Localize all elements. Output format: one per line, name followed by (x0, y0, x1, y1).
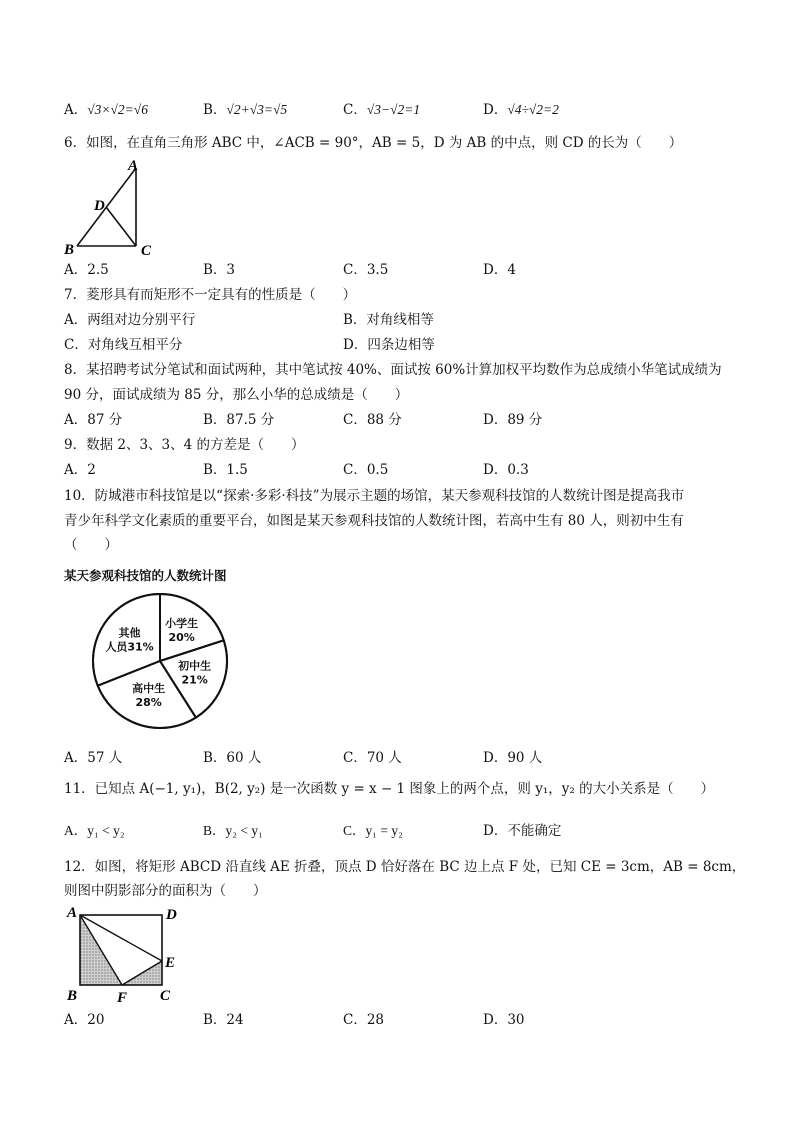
q11-option-b: B．y₂ < y₁ (203, 823, 263, 838)
fig-label-c: C (141, 243, 152, 259)
q7-option-c: C．对角线互相平分 (64, 337, 183, 353)
fig-label-a: A (128, 158, 139, 174)
q8-option-c: C．88 分 (343, 412, 402, 428)
pie-label-1-name: 初中生 (178, 659, 212, 673)
q6-option-b: B．3 (203, 262, 236, 278)
q11-option-d: D．不能确定 (483, 823, 562, 839)
q6-triangle-figure (62, 158, 162, 260)
fig-label-a: A (67, 905, 78, 921)
q6-option-d: D．4 (483, 262, 516, 278)
fig-label-d: D (94, 198, 105, 214)
q9-option-a: A．2 (64, 462, 96, 478)
q10-option-b: B．60 人 (203, 750, 262, 766)
pie-label-1-value: 21% (181, 673, 208, 687)
pie-label-2-value: 28% (135, 696, 162, 710)
pie-label-0-value: 20% (168, 631, 195, 645)
q8-option-d: D．89 分 (483, 412, 543, 428)
option-expr: √2+√3=√5 (226, 102, 288, 117)
q9-option-c: C．0.5 (343, 462, 389, 478)
q6-stem: 6．如图，在直角三角形 ABC 中，∠ACB = 90°，AB = 5，D 为 AB 的中点，则 CD 的长为（ ） (64, 135, 683, 151)
q12-stem-line1: 12．如图，将矩形 ABCD 沿直线 AE 折叠，顶点 D 恰好落在 BC 边上点 F 处，已知 CE = 3cm，AB = 8cm， (64, 859, 746, 875)
option-label: B． (203, 102, 227, 118)
option-label: D． (483, 102, 508, 118)
pie-label-3-value: 人员31% (105, 640, 154, 654)
fig-label-b: B (64, 242, 75, 258)
pie-label-2-name: 高中生 (132, 682, 166, 696)
option-label: C． (343, 102, 367, 118)
q6-option-c: C．3.5 (343, 262, 389, 278)
q7-stem: 7．菱形具有而矩形不一定具有的性质是（ ） (64, 287, 357, 303)
q5-option-b (203, 100, 287, 120)
q9-option-b: B．1.5 (203, 462, 248, 478)
q8-option-a: A．87 分 (64, 412, 123, 428)
pie-chart (80, 586, 240, 736)
q12-stem-line2: 则图中阴影部分的面积为（ ） (64, 883, 267, 899)
pie-chart-title: 某天参观科技馆的人数统计图 (64, 568, 227, 583)
q8-option-b: B．87.5 分 (203, 412, 275, 428)
q9-stem: 9．数据 2、3、3、4 的方差是（ ） (64, 437, 305, 453)
option-label: A． (64, 102, 88, 118)
q12-option-c: C．28 (343, 1012, 385, 1028)
fig-label-d: D (166, 907, 177, 923)
q9-option-d: D．0.3 (483, 462, 529, 478)
q7-option-a: A．两组对边分别平行 (64, 312, 196, 328)
fig-label-e: E (165, 955, 176, 971)
q11-option-c: C．y₁ = y₂ (343, 823, 403, 838)
q12-rectangle-figure (62, 903, 192, 1007)
q6-option-a: A．2.5 (64, 262, 109, 278)
pie-label-3-name: 其他 (118, 626, 141, 640)
q10-stem-line3: （ ） (64, 537, 118, 553)
pie-label-0-name: 小学生 (165, 617, 199, 631)
option-expr: √4÷√2=2 (507, 102, 559, 117)
q12-option-b: B．24 (203, 1012, 244, 1028)
fig-label-f: F (117, 990, 128, 1006)
q7-option-d: D．四条边相等 (343, 337, 435, 353)
q5-option-d (483, 100, 559, 120)
q12-option-d: D．30 (483, 1012, 525, 1028)
q5-option-a (64, 100, 148, 120)
q11-option-a: A．y₁ < y₂ (64, 823, 125, 838)
q10-option-c: C．70 人 (343, 750, 402, 766)
q11-stem: 11．已知点 A(−1, y₁)，B(2, y₂) 是一次函数 y = x − 1 图象上的两个点，则 y₁，y₂ 的大小关系是（ ） (64, 781, 715, 797)
q5-option-c (343, 100, 420, 120)
option-expr: √3−√2=1 (366, 102, 421, 117)
q10-stem-line1: 10．防城港市科技馆是以“探索·多彩·科技”为展示主题的场馆，某天参观科技馆的人数统计图是提高我市 (64, 488, 685, 504)
q10-stem-line2: 青少年科学文化素质的重要平台，如图是某天参观科技馆的人数统计图，若高中生有 80 人，则初中生有 (64, 513, 684, 529)
q8-stem-line2: 90 分，面试成绩为 85 分，那么小华的总成绩是（ ） (64, 387, 409, 403)
q7-option-b: B．对角线相等 (343, 312, 434, 328)
q10-option-a: A．57 人 (64, 750, 123, 766)
option-expr: √3×√2=√6 (87, 102, 148, 117)
q8-stem-line1: 8．某招聘考试分笔试和面试两种，其中笔试按 40%、面试按 60%计算加权平均数作为总成绩小华笔试成绩为 (64, 362, 722, 378)
fig-label-c: C (160, 988, 171, 1004)
fig-label-b: B (67, 988, 78, 1004)
q12-option-a: A．20 (64, 1012, 105, 1028)
q10-option-d: D．90 人 (483, 750, 543, 766)
